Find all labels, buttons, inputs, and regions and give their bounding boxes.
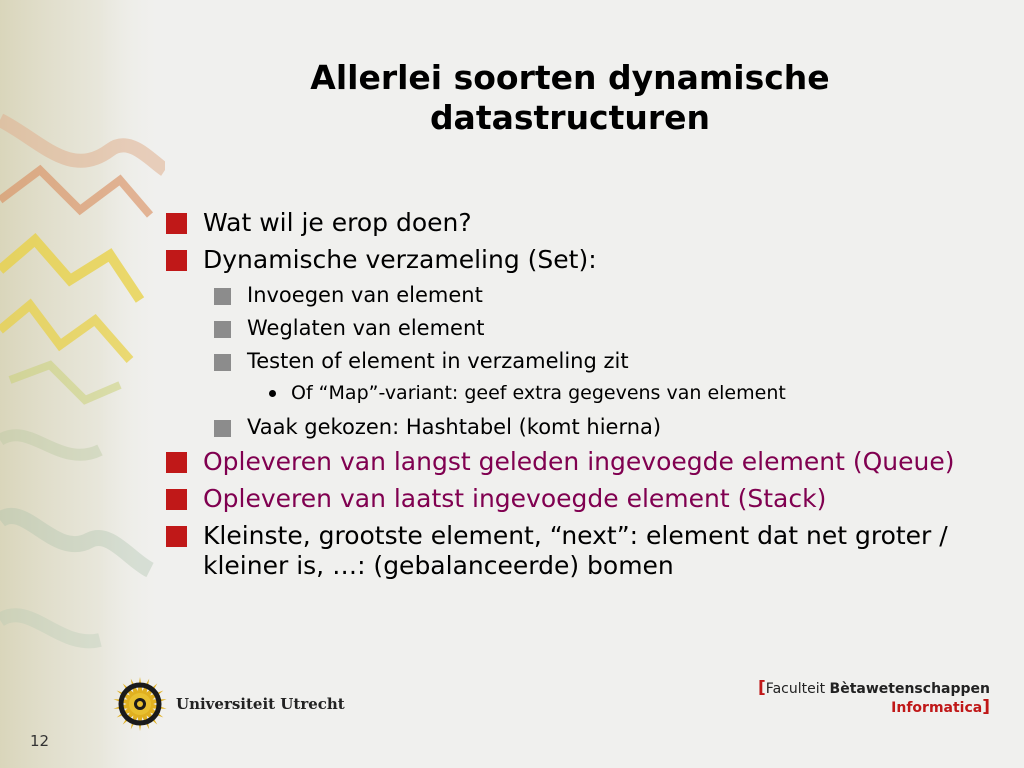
university-name: Universiteit Utrecht xyxy=(176,695,345,713)
faculty-line xyxy=(758,679,990,698)
decorative-background-image xyxy=(0,0,165,768)
slide-title-line-2: datastructuren xyxy=(429,98,711,137)
bracket-open: [ xyxy=(758,678,766,698)
sub-bullet-text: Testen of element in verzameling zit xyxy=(247,349,629,373)
bullet-item xyxy=(166,245,956,275)
square-bullet-icon xyxy=(166,213,187,234)
page-number: 12 xyxy=(30,732,50,750)
bullet-item xyxy=(166,521,956,581)
dot-bullet-icon xyxy=(269,390,276,397)
sub-sub-bullet-text: Of “Map”-variant: geef extra gegevens van element xyxy=(291,382,786,404)
slide-title xyxy=(240,58,900,138)
sub-bullet-item xyxy=(166,414,956,440)
department-line xyxy=(758,698,990,717)
square-bullet-icon xyxy=(166,526,187,547)
bullet-list xyxy=(166,208,956,588)
square-bullet-icon xyxy=(214,420,231,437)
square-bullet-icon xyxy=(214,288,231,305)
faculty-label xyxy=(758,679,990,717)
bullet-item-highlighted xyxy=(166,447,956,477)
bullet-text: Dynamische verzameling (Set): xyxy=(203,245,597,274)
square-bullet-icon xyxy=(166,452,187,473)
university-seal-icon xyxy=(112,676,168,732)
sub-bullet-text: Vaak gekozen: Hashtabel (komt hierna) xyxy=(247,415,662,439)
bullet-text: Kleinste, grootste element, “next”: element dat net groter / kleiner is, …: (gebalanceerde) bomen xyxy=(203,521,948,580)
bullet-text: Opleveren van langst geleden ingevoegde element (Queue) xyxy=(203,447,955,476)
bullet-text: Opleveren van laatst ingevoegde element (Stack) xyxy=(203,484,827,513)
department-name: Informatica xyxy=(891,700,983,716)
square-bullet-icon xyxy=(166,489,187,510)
sub-sub-bullet-item xyxy=(166,381,956,405)
sub-bullet-item xyxy=(166,315,956,341)
square-bullet-icon xyxy=(214,321,231,338)
bullet-text: Wat wil je erop doen? xyxy=(203,208,472,237)
square-bullet-icon xyxy=(166,250,187,271)
sub-bullet-item xyxy=(166,348,956,374)
faculty-prefix: Faculteit xyxy=(765,681,830,697)
bullet-item-highlighted xyxy=(166,484,956,514)
sub-bullet-text: Weglaten van element xyxy=(247,316,485,340)
sub-bullet-item xyxy=(166,282,956,308)
slide-title-line-1: Allerlei soorten dynamische xyxy=(310,58,830,97)
sub-bullet-text: Invoegen van element xyxy=(247,283,483,307)
square-bullet-icon xyxy=(214,354,231,371)
faculty-name: Bètawetenschappen xyxy=(829,681,990,697)
bracket-close: ] xyxy=(982,697,990,717)
bullet-item xyxy=(166,208,956,238)
